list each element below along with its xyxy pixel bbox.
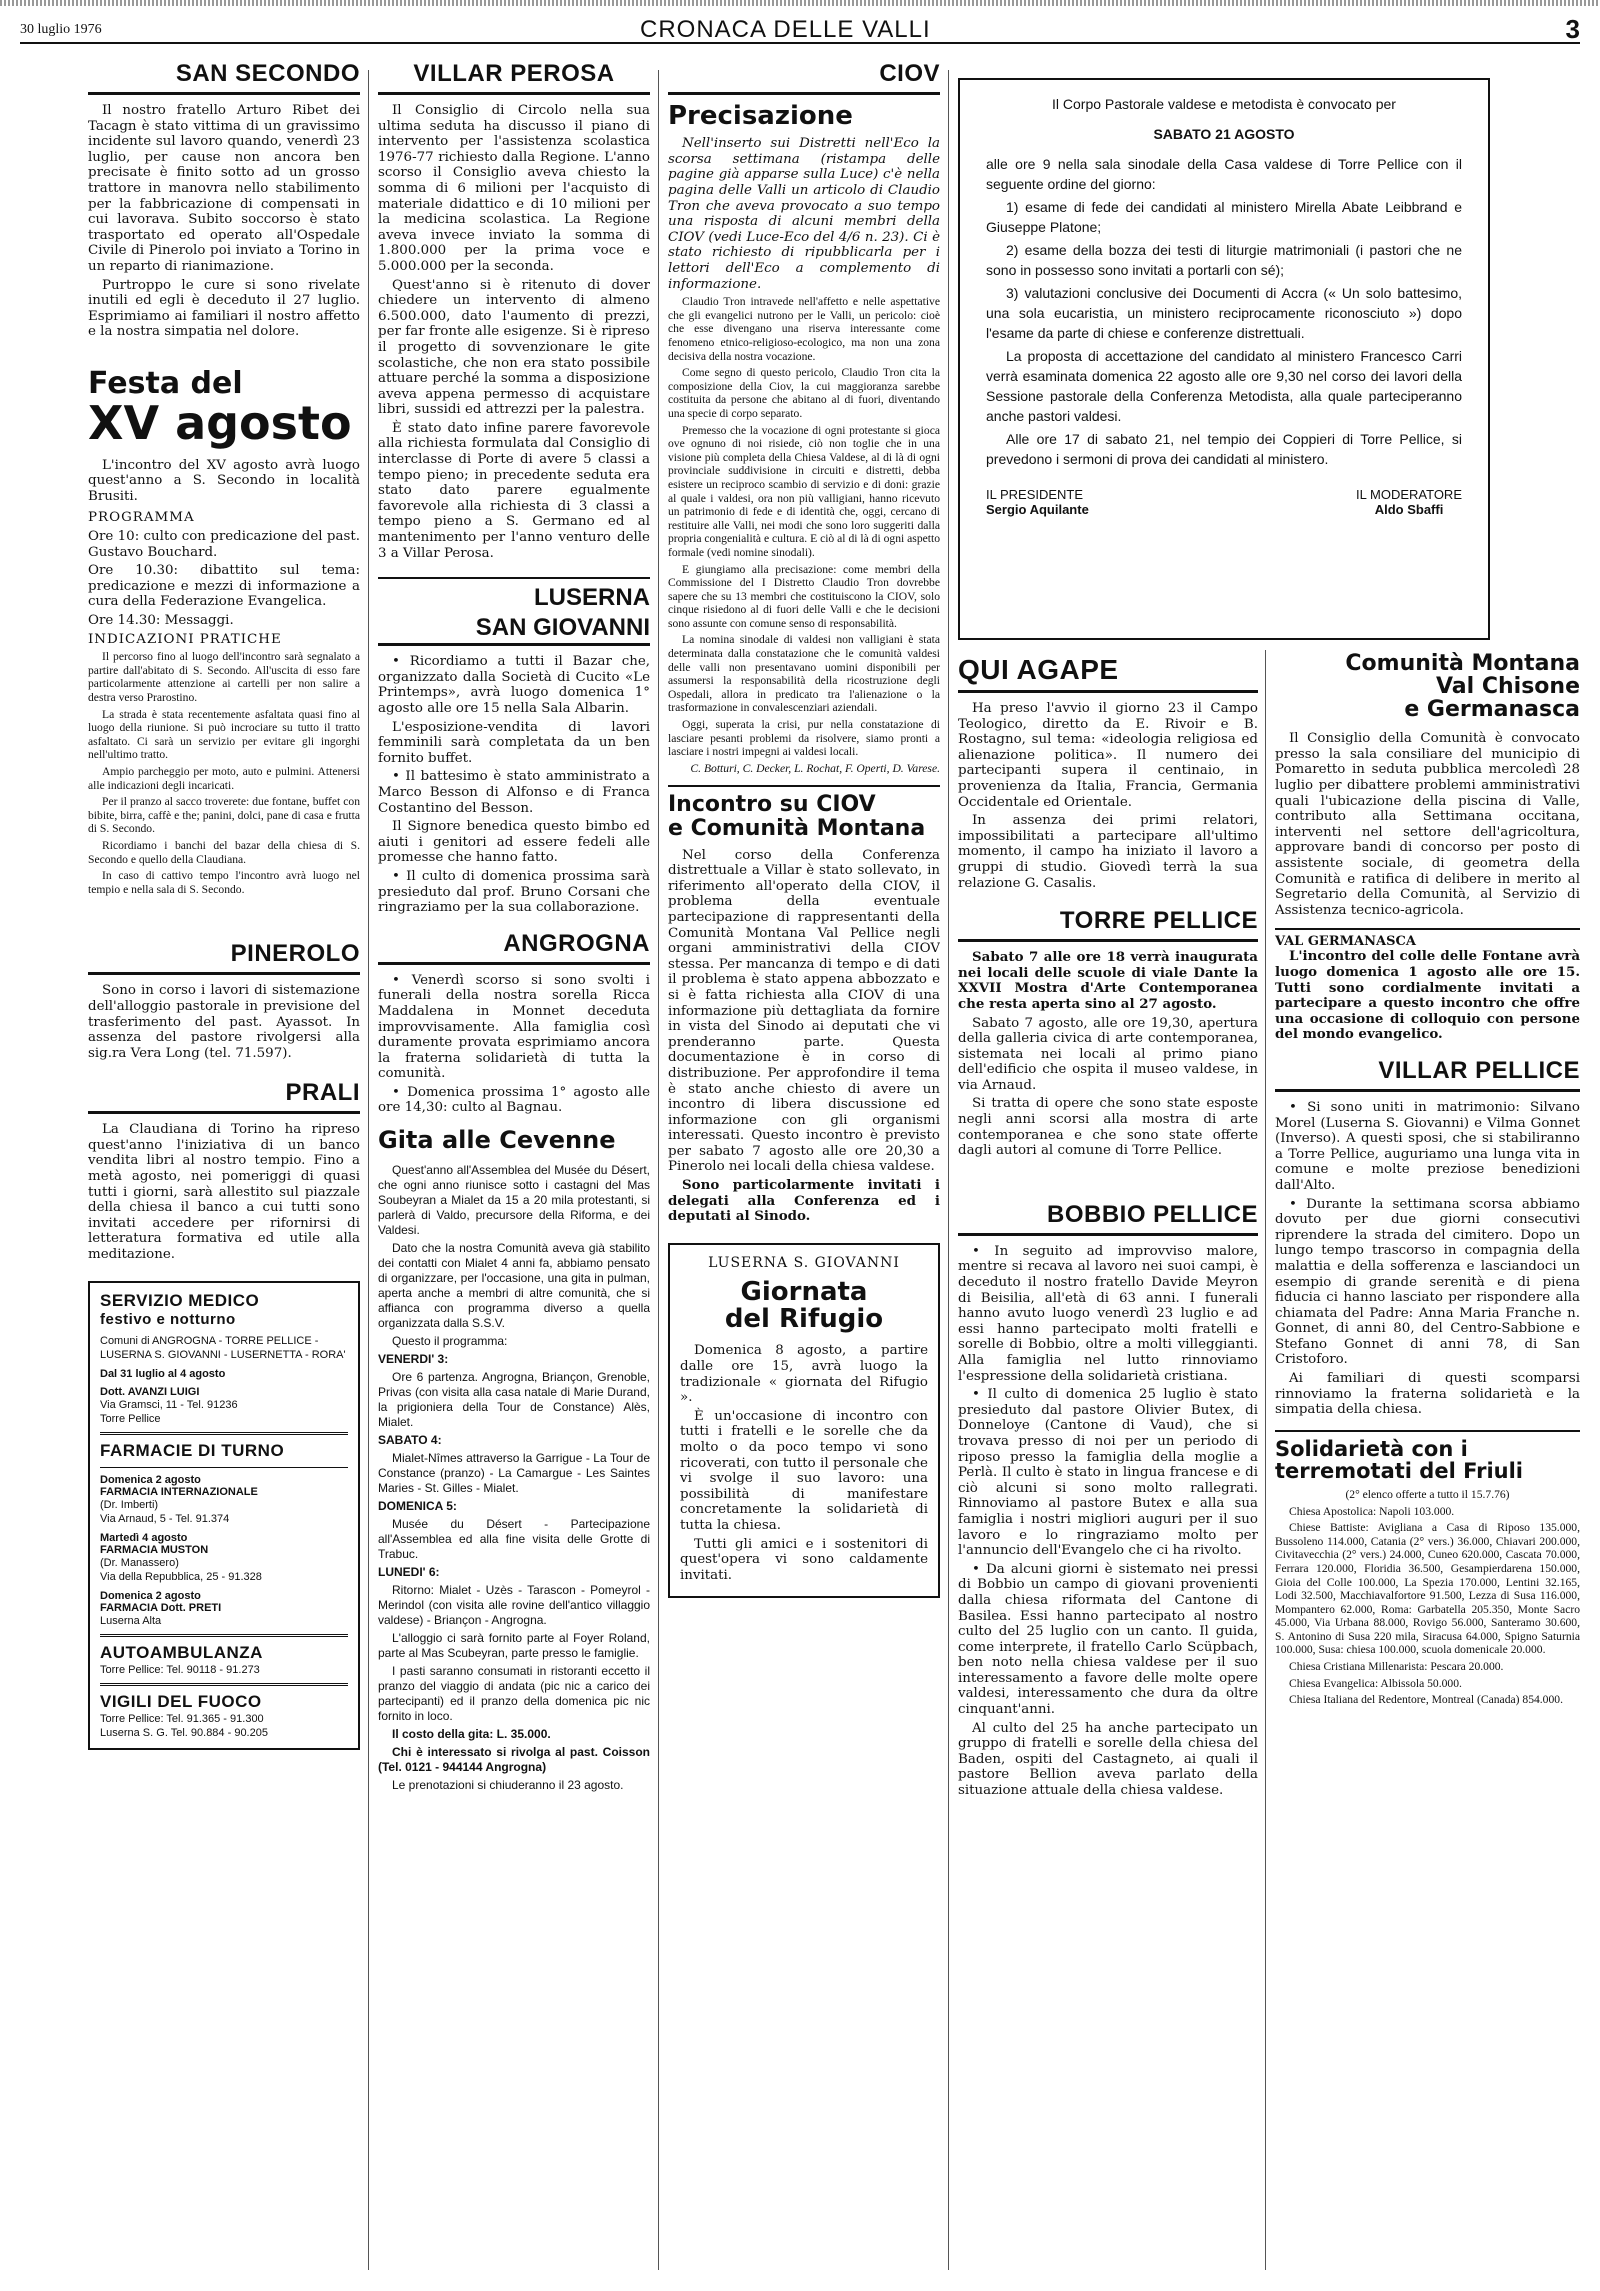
article-text: Ha preso l'avvio il giorno 23 il Campo Teologico, diretto da E. Rivoir e B. Rostagno, sul tema: «ideologia religiosa ed alienazione politica». Il numero dei partecipanti supera il centinaio, in provenienza da Italia, Francia, Germania Occidentale ed Orientale. [958, 701, 1258, 810]
article-text: E giungiamo alla precisazione: come membri della Commissione del I Distretto Claudio Tron dovrebbe sapere che su 13 membri che costituiscono la CIOV, solo cinque risiedono al di fuori delle Valli e che le decisioni sono assunte con comune senso di responsabilità. [668, 562, 940, 630]
masthead-title: CRONACA DELLE VALLI [640, 16, 931, 43]
heading-line: SAN GIOVANNI [475, 614, 650, 642]
programma-item: Ore 10: culto con predicazione del past. Gustavo Bouchard. [88, 529, 360, 560]
article-text: • Venerdì scorso si sono svolti i funerali della nostra sorella Ricca Maddalena in Monnet deceduta improvvisamente. Alla famiglia così duramente provata esprimiamo ancora la fraterna solidarietà di tutta la comunità. [378, 973, 650, 1082]
box-text: alle ore 9 nella sala sinodale della Casa valdese di Torre Pellice con il seguente ordine del giorno: [986, 156, 1462, 192]
section-luserna-heading [378, 577, 650, 643]
article-text: La strada è stata recentemente asfaltata quasi fino al luogo della riunione. Si può incrociare su tutto il tratto asfaltato. Ci sarà un servizio per evitare gli ingorghi nell'ultimo tratto. [88, 707, 360, 762]
box-name: FARMACIA MUSTON [100, 1543, 209, 1556]
section-villar-perosa-heading: VILLAR PEROSA [378, 58, 650, 95]
offer-text: Chiese Battiste: Avigliana a Casa di Riposo 135.000, Bussoleno 114.000, Catania (2° vers.) 36.000, Chiavari 200.000, Civitavecchia (2° vers.) 24.000, Cuneo 620.000, Cascata 70.000, Ferrara 120.000, Floridia 36.500, Gesampierdarena 150.000, Gioia del Colle 100.000, La Spezia 170.000, Lentini 32.165, Lodi 32.500, Macchiavalfortore 91.500, Lezza di Susa 116.000, Mompantero 62.000, Roma: Garbatella 205.350, Monte Sacro 45.000, Via Urbana 88.000, Rovigo 56.000, Santeramo 30.600, S. Antonino di Susa 220 mila, Siracusa 64.000, Spigno Saturnia 100.000, Susa: chiesa 100.000, scuola domenicale 20.000. [1275, 1521, 1580, 1657]
article-text: Oggi, superata la crisi, pur nella constatazione di lasciare pesanti problemi da risolvere, siamo pronti a lasciare i nostri impegni ai valdesi locali. [668, 718, 940, 759]
section-torre-pellice-heading: TORRE PELLICE [958, 905, 1258, 942]
article-text: Le prenotazioni si chiuderanno il 23 agosto. [392, 1778, 624, 1793]
article-text: Il Signore benedica questo bimbo ed aiuti i genitori ad essere fedeli alle promesse che hanno fatto. [378, 819, 650, 866]
page-number: 3 [1565, 14, 1580, 44]
box-text: (Dr. Manassero) [100, 1556, 179, 1569]
box-text: (Dr. Imberti) [100, 1498, 159, 1511]
signature-role: IL PRESIDENTE [986, 487, 1084, 502]
festa-title-line1: Festa del [88, 365, 243, 401]
article-text: • Il culto di domenica prossima sarà presieduto dal prof. Bruno Corsani che ringraziamo per la sua collaborazione. [378, 869, 650, 916]
article-text: In assenza dei primi relatori, impossibilitati a partecipare all'ultimo momento, il campo ha iniziato il lavoro a gruppi di studio. Giovedì terrà la sua relazione G. Casalis. [958, 813, 1258, 891]
box-location: LUSERNA S. GIOVANNI [708, 1254, 900, 1271]
article-text: Ritorno: Mialet - Uzès - Tarascon - Pomeyrol - Merindol (con visita alle rovine dell'antico villaggio valdese) - Briançon - Angrogna. [378, 1583, 650, 1628]
signature-name: Sergio Aquilante [986, 502, 1089, 517]
article-text: Chi è interessato si rivolga al past. Coisson (Tel. 0121 - 944144 Angrogna) [378, 1745, 650, 1775]
box-text: Il Corpo Pastorale valdese e metodista è convocato per [1052, 96, 1396, 112]
day-label: VENERDI' 3: [378, 1352, 449, 1367]
article-text: • Si sono uniti in matrimonio: Silvano Morel (Luserna S. Giovanni) e Vilma Gonnet (Inverso). A questi sposi, che si stabiliranno a Torre Pellice, auguriamo una lunga vita in comune e molte preziose benedizioni dall'Alto. [1275, 1100, 1580, 1194]
article-text: I pasti saranno consumati in ristoranti eccetto il pranzo del viaggio di andata (pic nic a carico dei partecipanti) ed il pranzo della domenica pic nic fornito in loco. [378, 1664, 650, 1724]
article-text: L'incontro del colle delle Fontane avrà luogo domenica 1 agosto alle ore 15. Tutti sono cordialmente invitati a partecipare a questo incontro che offre una occasione di colloquio con persone del mondo evangelico. [1275, 948, 1580, 1043]
section-angrogna-heading: ANGROGNA [378, 928, 650, 965]
article-text: Il Consiglio della Comunità è convocato presso la sala consiliare del municipio di Pomaretto in seduta pubblica mercoledì 28 luglio per dibattere problemi amministrativi quali l'ubicazione della piscina di Valle, contributo alla Settimana occitana, interventi nel settore dell'agricoltura, approvare bandi di concorso per posto di assistente sociale, di geometra della Comunità e ratifica di delibere in merito al Segretario della Comunità, al Servizio di Assistenza tecnico-agricola. [1275, 731, 1580, 918]
box-text: Alle ore 17 di sabato 21, nel tempio dei Coppieri di Torre Pellice, si prevedono i sermoni di prova dei candidati al ministero. [986, 431, 1462, 467]
box-text: Luserna S. G. Tel. 90.884 - 90.205 [100, 1726, 268, 1739]
section-pinerolo-heading: PINEROLO [88, 938, 360, 975]
section-val-germanasca-heading: VAL GERMANASCA [1275, 928, 1580, 949]
article-text: Quest'anno all'Assemblea del Musée du Désert, che ogni anno riunisce sotto i castagni del Mas Soubeyran a Mialet da 15 a 20 mila protestanti, si parlerà di Valdo, precursore della Riforma, e dei Valdesi. [378, 1163, 650, 1238]
programma-label: PROGRAMMA [88, 510, 195, 526]
article-intro: Nell'inserto sui Distretti nell'Eco la scorsa settimana (ristampa delle pagine già apparse sulla Luce) c'è nella pagina delle Valli un articolo di Claudio Tron che aveva provocato a suo tempo una risposta di alcuni membri della CIOV (vedi Luce-Eco del 4/6 n. 23). Ci è stato richiesto di ripubblicarla per i lettori dell'Eco a complemento di informazione. [668, 136, 940, 292]
column-5 [1275, 652, 1580, 2282]
article-text: Il Consiglio di Circolo nella sua ultima seduta ha discusso il piano di intervento per l'assistenza scolastica 1976-77 richiesto dalla Regione. L'anno scorso il Consiglio aveva chiesto la somma di 6 milioni per l'acquisto di materiale didattico e di 10 milioni per la medicina scolastica. La Regione aveva invece inviato la somma di 1.800.000 per la prima voce e 5.000.000 per la seconda. [378, 103, 650, 274]
article-text: Sabato 7 agosto, alle ore 19,30, apertura della galleria civica di arte contemporanea, sistemata nei locali al primo piano dell'edificio che ospita il museo valdese, in via Arnaud. [958, 1015, 1258, 1093]
article-text: Per il pranzo al sacco troverete: due fontane, buffet con bibite, birra, caffè e the; panini, dolci, pane di casa e frutta di S. Secondo. [88, 795, 360, 836]
friuli-subtitle: (2° elenco offerte a tutto il 15.7.76) [1345, 1487, 1510, 1501]
box-text: 3) valutazioni conclusive dei Documenti di Accra (« Un solo battesimo, una sola eucaristia, un ministero reciprocamente riconosciuto ») dopo l'esame da parte di chiese e conferenze distrettuali. [986, 285, 1462, 341]
article-text: • Il culto di domenica 25 luglio è stato presieduto dal pastore Olivier Butex, di Donneloye (Cantone di Vaud), che si trovava presso di noi per un periodo di riposo presso la famiglia della moglie a Perlà. Il culto è stato in lingua francese e di ciò alcuni si sono molto rallegrati. Rinnoviamo al pastore Butex e alla sua famiglia i nostri migliori auguri per il suo lavoro e lo ringraziamo molto per l'annuncio dell'Evangelo che ci ha rivolto. [958, 1387, 1258, 1559]
box-title: Giornata [740, 1276, 868, 1307]
title-line: Val Chisone [1435, 674, 1580, 700]
box-text: Torre Pellice: Tel. 90118 - 91.273 [100, 1663, 260, 1676]
article-text: Ore 6 partenza. Angrogna, Briançon, Grenoble, Privas (con visita alla casa natale di Marie Durand, la prigioniera della Tour de Constance) Alès, Mialet. [378, 1370, 650, 1430]
section-prali-heading: PRALI [88, 1077, 360, 1114]
box-text: Torre Pellice [100, 1412, 161, 1425]
article-text: • Ricordiamo a tutti il Bazar che, organizzato dalla Società di Cucito «Le Printemps», avrà luogo domenica 1° agosto alle ore 15 nella Sala Albarin. [378, 654, 650, 716]
signature-name: Aldo Sbaffi [1374, 502, 1444, 517]
article-text: Ampio parcheggio per moto, auto e pulmini. Attenersi alle indicazioni degli incaricati. [88, 764, 360, 792]
article-text: • In seguito ad improvviso malore, mentre si recava al lavoro nei suoi campi, è deceduto il nostro fratello Davide Meyron di Beisilia, all'età di 63 anni. I funerali hanno avuto luogo venerdì 23 luglio e ad essi hanno partecipato molti fratelli e sorelle di Bobbio, oltre a molti villeggianti. Alla famiglia nel lutto rinnoviamo l'espressione della solidarietà cristiana. [958, 1244, 1258, 1384]
box-title: AUTOAMBULANZA [100, 1642, 263, 1662]
rifugio-box [668, 1243, 940, 1599]
title-line: Comunità Montana [1345, 652, 1580, 676]
box-text: Comuni di ANGROGNA - TORRE PELLICE - LUSERNA S. GIOVANNI - LUSERNETTA - RORA' [100, 1334, 346, 1361]
section-san-secondo-heading: SAN SECONDO [88, 58, 360, 95]
title-line: e Germanasca [1404, 697, 1580, 723]
title-line: Incontro su CIOV [668, 792, 876, 818]
article-text: La Claudiana di Torino ha ripreso quest'anno l'iniziativa di un banco vendita libri al nostro tempio. Fino a metà agosto, nei pomeriggi di quasi tutti i giorni, sarà allestito sul piazzale della chiesa il banco a cui tutti sono invitati accedere per rifornirsi di letteratura formativa ed utile alla meditazione. [88, 1122, 360, 1263]
masthead [20, 16, 1580, 44]
festa-title-line2: XV agosto [88, 396, 352, 451]
box-date: SABATO 21 AGOSTO [1153, 126, 1295, 142]
title-line: Solidarietà con i [1275, 1436, 1468, 1461]
offer-text: Chiesa Apostolica: Napoli 103.000. [1289, 1504, 1455, 1518]
section-villar-pellice-heading: VILLAR PELLICE [1275, 1055, 1580, 1092]
box-name: Dott. AVANZI LUIGI [100, 1385, 200, 1398]
box-text: Luserna Alta [100, 1614, 162, 1627]
section-ciov-heading: CIOV [668, 58, 940, 95]
offer-text: Chiesa Cristiana Millenarista: Pescara 20.000. [1289, 1660, 1504, 1674]
article-text: Come segno di questo pericolo, Claudio Tron cita la composizione della Ciov, la cui maggioranza sarebbe costituita da persone che abitano al di fuori, diventando una specie di corpo separato. [668, 366, 940, 420]
title-line: e Comunità Montana [668, 815, 926, 841]
box-text: La proposta di accettazione del candidato al ministero Francesco Carri verrà esaminata domenica 22 agosto alle ore 9,30 nel corso dei lavori della Sessione pastorale della Conferenza Metodista, alla quale parteciperanno anche pastori valdesi. [986, 348, 1462, 424]
box-text: Via Arnaud, 5 - Tel. 91.374 [100, 1512, 230, 1525]
servizio-medico-box [88, 1281, 360, 1750]
article-text: Sabato 7 alle ore 18 verrà inaugurata nei locali delle scuole di viale Dante la XXVII Mostra d'Arte Contemporanea che resta aperta sino al 27 agosto. [958, 949, 1258, 1012]
day-label: LUNEDI' 6: [378, 1565, 440, 1580]
column-divider [1265, 650, 1266, 2270]
column-divider [658, 70, 659, 2270]
article-text: Questo il programma: [392, 1334, 508, 1349]
column-2 [378, 58, 650, 2278]
box-date: Domenica 2 agosto [100, 1473, 201, 1486]
article-text: Quest'anno si è ritenuto di dover chiedere un intervento di almeno 6.500.000, dato l'aumento di prezzi, per far fronte alle esigenze. Si è ripreso il progetto di sovvenzionare le gite scolastiche, che non era stato possibile attuare perché la somma a disposizione aveva appena permesso di acquistare libri, sussidi ed attrezzi per la palestra. [378, 277, 650, 418]
article-text: Tutti gli amici e i sostenitori di quest'opera vi sono caldamente invitati. [680, 1536, 928, 1583]
article-text: In caso di cattivo tempo l'incontro avrà luogo nel tempio e nella sala di S. Secondo. [88, 869, 360, 896]
day-label: SABATO 4: [378, 1433, 442, 1448]
programma-item: Ore 14.30: Messaggi. [88, 613, 234, 629]
box-title: SERVIZIO MEDICO [100, 1290, 260, 1310]
article-text: • Il battesimo è stato amministrato a Marco Besson di Alfonso e di Franca Costantino del Besson. [378, 769, 650, 816]
box-date: Dal 31 luglio al 4 agosto [100, 1367, 226, 1380]
title-line: terremotati del Friuli [1275, 1458, 1523, 1483]
article-text: Purtroppo le cure si sono rivelate inutili ed egli è deceduto il 27 luglio. Esprimiamo ai familiari il nostro affetto e la nostra simpatia nel dolore. [88, 277, 360, 340]
masthead-date: 30 luglio 1976 [20, 22, 102, 37]
corpo-pastorale-box [958, 78, 1490, 640]
box-text: Via Gramsci, 11 - Tel. 91236 [100, 1398, 238, 1411]
article-text: Ai familiari di questi scomparsi rinnoviamo la fraterna solidarietà e la simpatia della chiesa. [1275, 1371, 1580, 1418]
article-text: Claudio Tron intravede nell'affetto e nelle aspettative che gli evangelici nutrono per le Valli, un pericolo: cioè che esse divengano una riserva interessante come fenomeno etnico-religioso-ecologico, ma non una zona decisiva della nostra vocazione. [668, 295, 940, 363]
article-text: È stato dato infine parere favorevole alla richiesta formulata dal Consiglio di interclasse di Porte di avere 5 classi a tempo pieno; in precedente seduta era stato dato parere egualmente favorevole alla richiesta di 3 classi a tempo pieno a S. Germano ed al mantenimento per l'anno venturo delle 3 a Villar Perosa. [378, 420, 650, 561]
friuli-title [1275, 1430, 1580, 1482]
programma-item: Ore 10.30: dibattito sul tema: predicazione e mezzi di informazione a cura della Federazione Evangelica. [88, 563, 360, 610]
column-1 [88, 58, 360, 2278]
day-label: DOMENICA 5: [378, 1499, 457, 1514]
article-text: Il costo della gita: L. 35.000. [392, 1727, 551, 1742]
column-3 [668, 58, 940, 2278]
article-text: Sono in corso i lavori di sistemazione dell'alloggio pastorale in previsione del trasferimento del past. Ayassot. In assenza del pastore rivolgersi alla sig.ra Vera Long (tel. 71.597). [88, 983, 360, 1061]
box-name: FARMACIA Dott. PRETI [100, 1601, 222, 1614]
box-title: VIGILI DEL FUOCO [100, 1691, 262, 1711]
signature-role: IL MODERATORE [1356, 487, 1462, 502]
article-text: L'esposizione-vendita di lavori femminili sarà completata da un ben fornito buffet. [378, 719, 650, 766]
article-text: • Da alcuni giorni è sistemato nei pressi di Bobbio un campo di giovani provenienti dalla chiesa riformata del Cantone di Basilea. Essi hanno partecipato al nostro culto del 25 luglio con un canto. Il guida, come interprete, il fratello Carlo Scüpbach, ben noto nella chiesa valdese per il suo interessamento a favore delle molte opere valdesi, interessamento che dura da oltre cinquant'anni. [958, 1562, 1258, 1718]
box-date: Martedì 4 agosto [100, 1531, 188, 1544]
article-text: È un'occasione di incontro con tutti i fratelli e le sorelle che da molto o da poco tempo vi sono ricoverati, con tutto il personale che vi svolge il suo lavoro: una possibilità di manifestare concretamente la solidarietà di tutta la chiesa. [680, 1408, 928, 1533]
article-text: L'alloggio ci sarà fornito parte al Foyer Roland, parte al Mas Scubeyran, parte presso le famiglie. [378, 1631, 650, 1661]
article-text: • Durante la settimana scorsa abbiamo dovuto per due giorni consecutivi riprendere la strada del cimitero. Dopo un lungo tempo trascorso in compagnia della malattia e della sofferenza e lasciandoci un esempio di grande serenità e di piena fiducia ci hanno lasciato per rispondere alla chiamata del Padre: Anna Maria Franche n. Gonnet, di anni 80, del Centro-Sabbione e Stefano Gonnet di anni 78, di San Cristoforo. [1275, 1197, 1580, 1369]
signatures [986, 487, 1462, 517]
comunita-montana-title [1275, 652, 1580, 721]
box-text: 2) esame della bozza dei testi di liturgie matrimoniali (i pastori che ne sono in possesso sono invitati a portarli con sé); [986, 242, 1462, 278]
box-title: FARMACIE DI TURNO [100, 1440, 285, 1460]
article-text: La nomina sinodale di valdesi non valligiani è stata determinata dalla constatazione che le comunità valdesi delle valli non presentavano uomini disponibili per assumersi la responsabilità della ricostruzione degli Ospedali, allora in predicato tra l'alienazione o la trasformazione in convalescenziari aziendali. [668, 633, 940, 715]
box-subtitle: festivo e notturno [100, 1310, 236, 1328]
box-date: Domenica 2 agosto [100, 1589, 201, 1602]
box-name: FARMACIA INTERNAZIONALE [100, 1485, 258, 1498]
column-divider [948, 70, 949, 2270]
article-text: Mialet-Nîmes attraverso la Garrigue - La Tour de Constance (pranzo) - La Camargue - Les Saintes Maries - St. Gilles - Mialet. [378, 1451, 650, 1496]
section-agape-heading: QUI AGAPE [958, 652, 1258, 693]
article-text: Ricordiamo i banchi del bazar della chiesa di S. Secondo e quello della Claudiana. [88, 838, 360, 866]
box-text: Via della Repubblica, 25 - 91.328 [100, 1570, 262, 1583]
article-text: Musée du Désert - Partecipazione all'Assemblea ed alla fine visita delle Grotte di Trabuc. [378, 1517, 650, 1562]
article-text: • Domenica prossima 1° agosto alle ore 14,30: culto al Bagnau. [378, 1085, 650, 1116]
article-text: Il percorso fino al luogo dell'incontro sarà segnalato a partire dall'abitato di S. Secondo. All'uscita di esso fare particolarmente attenzione ai cartelli per non salire a destra verso Prarostino. [88, 650, 360, 705]
article-text: Si tratta di opere che sono state esposte negli anni scorsi alla mostra di arte contemporanea e che sono state offerte dagli autori al comune di Torre Pellice. [958, 1096, 1258, 1159]
article-text: L'incontro del XV agosto avrà luogo quest'anno a S. Secondo in località Brusiti. [88, 457, 360, 504]
indicazioni-label: INDICAZIONI PRATICHE [88, 631, 282, 647]
column-4 [958, 652, 1258, 2282]
article-text: Domenica 8 agosto, a partire dalle ore 15, avrà luogo la tradizionale « giornata del Rifugio ». [680, 1343, 928, 1406]
article-text: Al culto del 25 ha anche partecipato un gruppo di fratelli e sorelle della chiesa del Baden, ospiti del Castagneto, ai quali il pastore Bellion aveva parlato della situazione attuale della chiesa valdese. [958, 1720, 1258, 1799]
offer-text: Chiesa Italiana del Redentore, Montreal (Canada) 854.000. [1289, 1693, 1563, 1707]
column-divider [368, 70, 369, 2270]
article-text: Il nostro fratello Arturo Ribet dei Tacagn è stato vittima di un gravissimo incidente sul lavoro quando, venerdì 23 luglio, per cause non ancora ben precisate è finito sotto ad un grosso trattore in manovra nello stabilimento per la fabbricazione di compensati in cui lavorava. Subito soccorso è stato trasportato ed operato all'Ospedale Civile di Pinerolo poi inviato a Torino in un reparto di rianimazione. [88, 103, 360, 274]
article-text: Dato che la nostra Comunità aveva già stabilito dei contatti con Mialet 4 anni fa, abbiamo pensato di organizzare, per l'occasione, una gita in pulman, aperta anche a membri di altre comunità, che si affianca con programma diverso a quella organizzata dalla S.S.V. [378, 1241, 650, 1331]
box-text: Torre Pellice: Tel. 91.365 - 91.300 [100, 1712, 264, 1725]
article-text: Premesso che la vocazione di ogni protestante si gioca ove ognuno di noi risiede, ciò non toglie che in una visione più completa della Chiesa Valdese, al di là di ogni provinciale suddivisione in circuiti e distretti, debba esistere un reciproco scambio di servizio e di doni: grazie al quale i valdesi, ora non più valligiani, hanno ricevuto un patrimonio di fede e di identità che, oggi, cercano di restituire alle Valli, nei modi che sono loro suggeriti dalla propria congenialità e cultura. E ciò al di là di ogni aspetto formale (vedi nomine sinodali). [668, 423, 940, 559]
offer-text: Chiesa Evangelica: Albissola 50.000. [1289, 1676, 1462, 1690]
box-text: 1) esame di fede dei candidati al ministero Mirella Abate Leibbrand e Giuseppe Platone; [986, 199, 1462, 235]
top-border [0, 0, 1600, 6]
heading-line: LUSERNA [533, 584, 650, 612]
incontro-title [668, 785, 940, 839]
precisazione-title: Precisazione [668, 101, 853, 131]
gita-title: Gita alle Cevenne [378, 1126, 616, 1155]
article-text: Nel corso della Conferenza distrettuale a Villar è stato sollevato, in riferimento all'operato della CIOV, il problema della eventuale partecipazione di rappresentanti della Comunità Montana Val Pellice negli organi amministrativi della CIOV stessa. Per mancanza di tempo e di dati il problema è stato appena abbozzato e si è fatta richiesta alla CIOV di una informazione più dettagliata da fornire in vista del Sinodo ai deputati che vi prenderanno parte. Questa documentazione è in corso di distribuzione. Per approfondire il tema è stato anche chiesto di avere un incontro di libera discussione ed informazione con gli organismi interessati. Questo incontro è previsto per sabato 7 agosto alle ore 20,30 a Pinerolo nei locali della chiesa valdese. [668, 847, 940, 1175]
article-text: Sono particolarmente invitati i delegati alla Conferenza ed i deputati al Sinodo. [668, 1177, 940, 1225]
section-bobbio-pellice-heading: BOBBIO PELLICE [958, 1199, 1258, 1236]
box-title: del Rifugio [724, 1304, 884, 1335]
article-signature: C. Botturi, C. Decker, L. Rochat, F. Operti, D. Varese. [690, 761, 940, 775]
